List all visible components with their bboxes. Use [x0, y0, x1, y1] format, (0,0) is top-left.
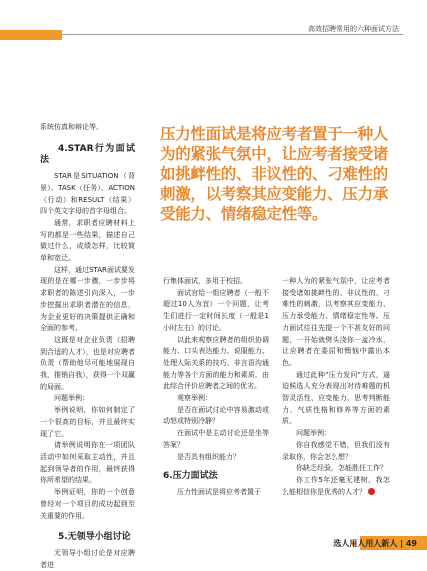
header-rule [62, 34, 403, 35]
paragraph: 无领导小组讨论是对应聘者进 [40, 548, 135, 569]
paragraph: 以此来观察应聘者的组织协调能力、口头表达能力、说服能力、处理人际关系的技巧、非言语沟通能力等各个方面的能力和素质，由此综合评价应聘者之间的优劣。 [163, 335, 269, 391]
paragraph: 压力性面试是将应考者置于 [177, 487, 261, 496]
folio [333, 538, 417, 549]
paragraph: 你自我感觉不错，但我们没有录取你，你会怎么想？ [282, 440, 390, 461]
paragraph: 通常，求职者应聘材料上写的都是一些结果，描述自己做过什么，成绩怎样，比较简单和宽泛。 [40, 218, 135, 263]
paragraph: 通过此种"压力发问"方式，逼迫候选人充分表现出对待难题的机智灵活性、应变能力、思考判断能力、气质性格和修养等方面的素质。 [282, 370, 390, 426]
column-middle [163, 276, 269, 536]
paragraph [282, 475, 390, 498]
pull-quote: 压力性面试是将应考者置于一种人为的紧张气氛中，让应考者接受诸如挑衅性的、非议性的、刁难性的刺激，以考察其应变能力、压力承受能力、情绪稳定性等。 [160, 125, 389, 223]
page-number: 49 [405, 539, 417, 548]
magazine-name: 选人用人用人新人 [333, 539, 398, 548]
paragraph: 是否具有组织能力？ [177, 452, 240, 461]
paragraph-text: 你工作5年还毫无建树，我怎么能相信你是优秀的人才？ [282, 475, 390, 496]
column-right [282, 276, 390, 536]
section-heading-star: 4.STAR行为面试法 [40, 143, 135, 166]
question-label: 问题举例： [296, 429, 331, 438]
paragraph: STAR是SITUATION（背景）、TASK（任务）、ACTION（行动）和RESULT（结果）四个英文字母的首字母组合。 [40, 172, 135, 216]
folio-separator: | [400, 539, 404, 548]
header-accent-bar [0, 30, 62, 40]
paragraph: 行集体面试，多用于校招。 [163, 277, 247, 285]
paragraph: 举例证明，你的一个创意曾经对一个项目的成功起到至关重要的作用。 [40, 488, 135, 520]
running-header: 高效招聘常用的六种面试方法 [308, 25, 399, 33]
paragraph: 这样，通过STAR面试要发现的是在哪一步骤，一步步将求职者的陈述引向深入，一步步挖掘出求职者潜在的信息，为企业更好的决策提供正确和全面的参考。 [40, 265, 135, 333]
question-label: 问题举例： [54, 394, 89, 403]
column-left [40, 122, 135, 569]
paragraph: 系统仿真和辩论等。 [40, 123, 103, 131]
paragraph: 请举例说明你在一项团队活动中如何采取主动性，并且起到领导者的作用，最终获得你所希望的结果。 [40, 441, 135, 485]
paragraph: 这既是对企业负责（招聘到合适的人才），也是对应聘者负责（帮助他尽可能地展现自我，推销自我），获得一个双赢的局面。 [40, 335, 135, 391]
section-heading-pressure-interview: 6.压力面试法 [163, 471, 218, 482]
end-mark-icon [368, 488, 375, 495]
section-heading-group-discussion: 5.无领导小组讨论 [58, 532, 131, 543]
paragraph: 是否在面试讨论中容易激动或动怒或特别冷静？ [163, 405, 269, 426]
question-label: 观察举例： [177, 394, 212, 403]
paragraph: 举例说明，你如何制定了一个很高的目标，并且最终实现了它。 [40, 406, 135, 438]
paragraph: 你缺乏经验，怎能胜任工作？ [296, 464, 387, 473]
paragraph: 一种人为的紧张气氛中，让应考者接受诸如挑衅性的、非议性的、刁难性的刺激，以考察其应变能力、压力承受能力、情绪稳定性等。压力面试往往先提一个不甚友好的问题，一开始就劈头浇你一盆冷水，让应聘者在委屈和懊恼中露出本色。 [282, 277, 390, 367]
paragraph: 在面试中是主动讨论还是坐等答案？ [163, 429, 269, 449]
paragraph: 面试官给一组应聘者（一般不超过10人为宜）一个问题，让考生们进行一定时间长度（一般是1小时左右）的讨论。 [163, 288, 269, 332]
